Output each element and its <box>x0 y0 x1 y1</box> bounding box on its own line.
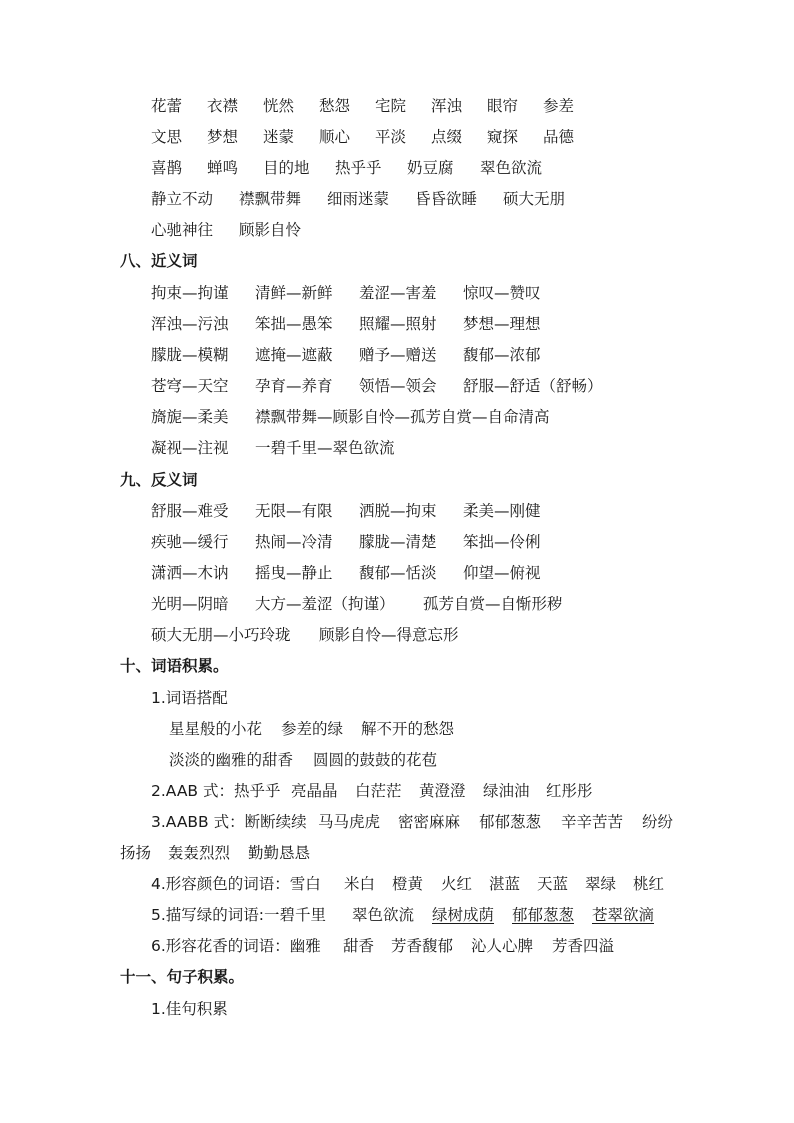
phrase: 星星般的小花 <box>169 720 263 738</box>
heading-text: 九、反义词 <box>120 471 198 489</box>
phrase: 黄澄澄 <box>419 782 466 800</box>
word-pair: 朦胧—模糊 <box>151 346 229 364</box>
word-pair: 凝视—注视 <box>151 439 229 457</box>
word-pair: 热闹—冷清 <box>255 533 333 551</box>
word-pair: 仰望—俯视 <box>463 564 541 582</box>
word-pair: 顾影自怜—得意忘形 <box>319 626 459 644</box>
phrase: 6.形容花香的词语：幽雅 <box>151 937 321 955</box>
phrase: 湛蓝 <box>489 875 521 893</box>
word: 文思 <box>151 128 183 146</box>
word-pair: 惊叹—赞叹 <box>463 284 541 302</box>
phrase: 翠绿 <box>585 875 617 893</box>
word: 恍然 <box>263 97 295 115</box>
word: 迷蒙 <box>263 128 295 146</box>
word-pair: 旖旎—柔美 <box>151 408 229 426</box>
word-pair: 笨拙—伶俐 <box>463 533 541 551</box>
word-pair: 孤芳自赏—自惭形秽 <box>423 595 563 613</box>
phrase: 3.AABB 式：断断续续 <box>151 813 307 831</box>
phrase: 4.形容颜色的词语：雪白 <box>151 875 321 893</box>
word: 热乎乎 <box>335 159 382 177</box>
word-pair: 笨拙—愚笨 <box>255 315 333 333</box>
word: 奶豆腐 <box>407 159 454 177</box>
word-pair: 照耀—照射 <box>359 315 437 333</box>
word-pair: 领悟—领会 <box>359 377 437 395</box>
phrase: 圆圆的鼓鼓的花苞 <box>313 751 438 769</box>
phrase: 淡淡的幽雅的甜香 <box>169 751 294 769</box>
phrase: 扬扬 <box>120 844 152 862</box>
phrase: 辛辛苦苦 <box>561 813 624 831</box>
word: 心驰神往 <box>151 221 214 239</box>
phrase: 米白 <box>344 875 376 893</box>
word: 窥探 <box>487 128 519 146</box>
word: 翠色欲流 <box>480 159 543 177</box>
word: 花蕾 <box>151 97 183 115</box>
word-pair: 苍穹—天空 <box>151 377 229 395</box>
word-pair: 疾驰—缓行 <box>151 533 229 551</box>
phrase: 红彤彤 <box>546 782 593 800</box>
word-pair: 浑浊—污浊 <box>151 315 229 333</box>
word: 愁怨 <box>319 97 351 115</box>
word: 蝉鸣 <box>207 159 239 177</box>
word-pair: 孕育—养育 <box>255 377 333 395</box>
word: 静立不动 <box>151 190 214 208</box>
phrase: 芳香馥郁 <box>391 937 454 955</box>
word-pair: 柔美—刚健 <box>463 502 541 520</box>
word: 梦想 <box>207 128 239 146</box>
word-pair: 清鲜—新鲜 <box>255 284 333 302</box>
phrase: 白茫茫 <box>355 782 402 800</box>
word-pair: 朦胧—清楚 <box>359 533 437 551</box>
word-pair: 一碧千里—翠色欲流 <box>255 439 395 457</box>
phrase: 甜香 <box>343 937 375 955</box>
phrase: 橙黄 <box>392 875 424 893</box>
heading-text: 十一、句子积累。 <box>120 968 245 986</box>
word: 浑浊 <box>431 97 463 115</box>
word-pair: 光明—阴暗 <box>151 595 229 613</box>
word: 目的地 <box>263 159 310 177</box>
phrase: 勤勤恳恳 <box>248 844 311 862</box>
phrase: 绿油油 <box>483 782 530 800</box>
word-pair: 摇曳—静止 <box>255 564 333 582</box>
word: 细雨迷蒙 <box>327 190 390 208</box>
phrase: 绿树成荫 <box>432 906 495 924</box>
word-pair: 拘束—拘谨 <box>151 284 229 302</box>
word-pair: 羞涩—害羞 <box>359 284 437 302</box>
word: 参差 <box>543 97 575 115</box>
phrase: 翠色欲流 <box>352 906 415 924</box>
word-pair: 遮掩—遮蔽 <box>255 346 333 364</box>
word: 襟飘带舞 <box>239 190 302 208</box>
phrase: 苍翠欲滴 <box>592 906 655 924</box>
phrase: 桃红 <box>633 875 665 893</box>
phrase: 天蓝 <box>537 875 569 893</box>
word: 硕大无朋 <box>503 190 566 208</box>
word-pair: 馥郁—浓郁 <box>463 346 541 364</box>
word-pair: 馥郁—恬淡 <box>359 564 437 582</box>
item-label: 1.词语搭配 <box>151 689 228 707</box>
word-pair: 无限—有限 <box>255 502 333 520</box>
word-pair: 赠予—赠送 <box>359 346 437 364</box>
phrase: 马马虎虎 <box>318 813 381 831</box>
word: 喜鹊 <box>151 159 183 177</box>
heading-text: 八、近义词 <box>120 252 198 270</box>
word-pair: 舒服—难受 <box>151 502 229 520</box>
word: 点缀 <box>431 128 463 146</box>
word-pair: 硕大无朋—小巧玲珑 <box>151 626 291 644</box>
word: 衣襟 <box>207 97 239 115</box>
word: 平淡 <box>375 128 407 146</box>
phrase: 2.AAB 式：热乎乎 <box>151 782 281 800</box>
heading-text: 十、词语积累。 <box>120 657 229 675</box>
word: 眼帘 <box>487 97 519 115</box>
word-pair: 舒服—舒适（舒畅） <box>463 377 603 395</box>
phrase: 火红 <box>441 875 473 893</box>
phrase: 解不开的愁怨 <box>361 720 455 738</box>
word: 顾影自怜 <box>239 221 302 239</box>
phrase: 5.描写绿的词语:一碧千里 <box>151 906 327 924</box>
word: 品德 <box>543 128 575 146</box>
word: 昏昏欲睡 <box>415 190 478 208</box>
phrase: 纷纷 <box>642 813 674 831</box>
phrase: 轰轰烈烈 <box>168 844 231 862</box>
item-label: 1.佳句积累 <box>151 1000 228 1018</box>
phrase: 芳香四溢 <box>552 937 615 955</box>
phrase: 郁郁葱葱 <box>479 813 542 831</box>
phrase: 沁人心脾 <box>471 937 534 955</box>
word: 宅院 <box>375 97 407 115</box>
word-pair: 洒脱—拘束 <box>359 502 437 520</box>
phrase: 密密麻麻 <box>398 813 461 831</box>
phrase: 亮晶晶 <box>291 782 338 800</box>
word-pair: 大方—羞涩（拘谨） <box>255 595 395 613</box>
word-pair: 梦想—理想 <box>463 315 541 333</box>
word-pair: 潇洒—木讷 <box>151 564 229 582</box>
word: 顺心 <box>319 128 351 146</box>
word-pair: 襟飘带舞—顾影自怜—孤芳自赏—自命清高 <box>255 408 550 426</box>
phrase: 郁郁葱葱 <box>512 906 575 924</box>
phrase: 参差的绿 <box>281 720 344 738</box>
